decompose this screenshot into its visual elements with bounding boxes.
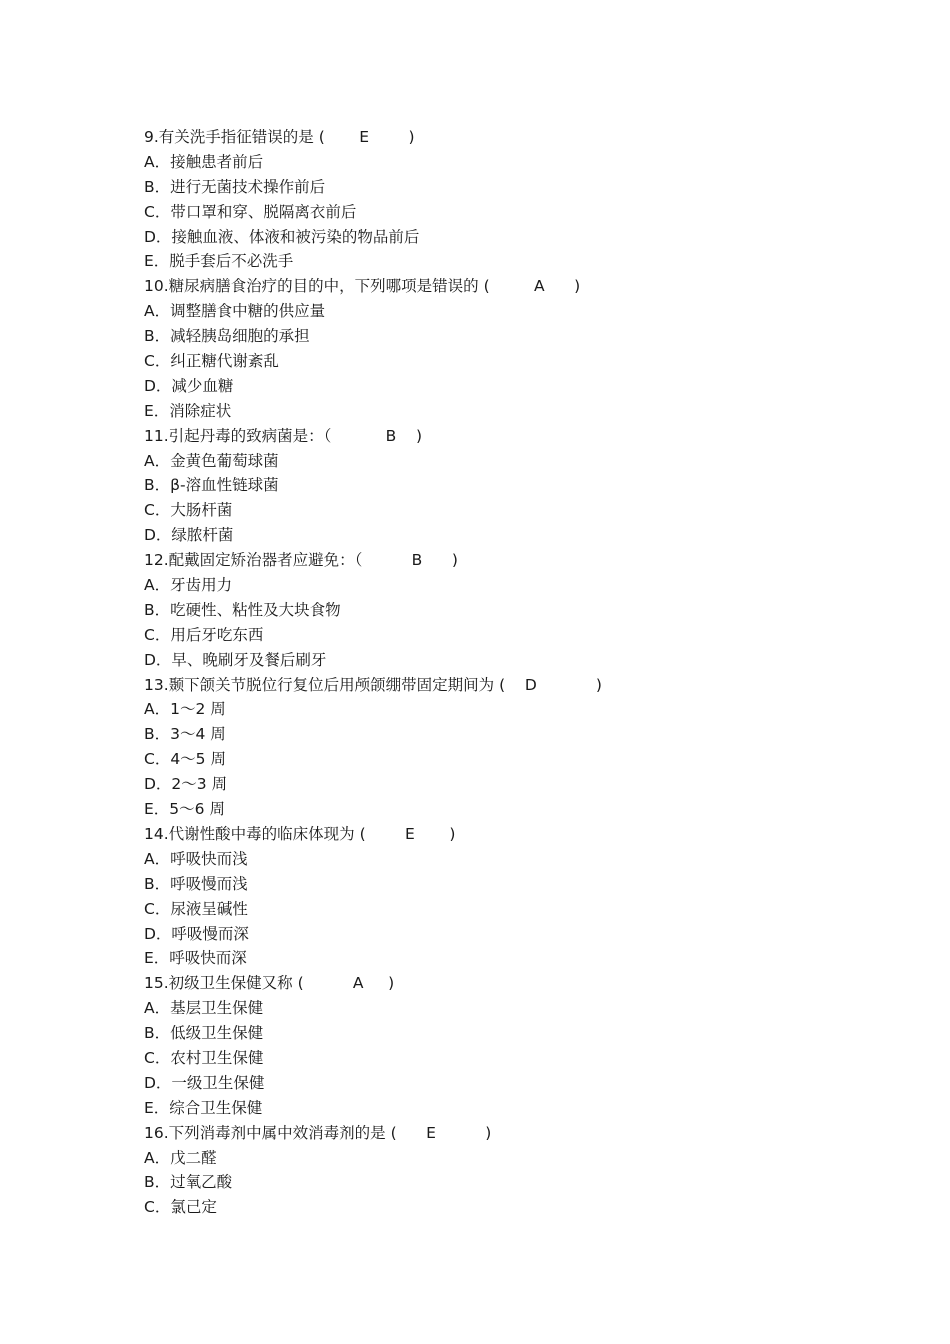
question-15-option-a: A．基层卫生保健 xyxy=(144,999,264,1018)
question-14-option-c: C．尿液呈碱性 xyxy=(144,899,248,918)
question-10-option-d: D．减少血糖 xyxy=(144,376,234,395)
question-13-option-d: D．2～3 周 xyxy=(144,775,228,794)
question-12-option-d: D．早、晚刷牙及餐后刷牙 xyxy=(144,650,327,669)
question-10-option-e: E．消除症状 xyxy=(144,401,232,420)
question-16-stem: 16.下列消毒剂中属中效消毒剂的是 ( E ) xyxy=(144,1123,492,1142)
question-16-option-a: A．戊二醛 xyxy=(144,1148,217,1167)
question-10-stem: 10.糖尿病膳食治疗的目的中，下列哪项是错误的 ( A ) xyxy=(144,277,581,296)
question-15-option-e: E．综合卫生保健 xyxy=(144,1098,263,1117)
question-15-option-b: B．低级卫生保健 xyxy=(144,1024,264,1043)
question-15-option-d: D．一级卫生保健 xyxy=(144,1073,265,1092)
question-16-option-b: B．过氧乙酸 xyxy=(144,1173,233,1192)
question-9-option-d: D．接触血液、体液和被污染的物品前后 xyxy=(144,227,420,246)
question-13-option-e: E．5～6 周 xyxy=(144,800,225,819)
question-13-option-a: A．1～2 周 xyxy=(144,700,226,719)
question-9-option-a: A．接触患者前后 xyxy=(144,152,264,171)
question-14-stem: 14.代谢性酸中毒的临床体现为 ( E ) xyxy=(144,824,456,843)
question-11-option-d: D．绿脓杆菌 xyxy=(144,526,234,545)
question-14-option-e: E．呼吸快而深 xyxy=(144,949,247,968)
question-9-option-e: E．脱手套后不必洗手 xyxy=(144,252,294,271)
question-12-stem: 12.配戴固定矫治器者应避免：（ B ) xyxy=(144,551,458,570)
question-13-stem: 13.颞下颌关节脱位行复位后用颅颌绷带固定期间为 ( D ) xyxy=(144,675,602,694)
question-14-option-d: D．呼吸慢而深 xyxy=(144,924,249,943)
question-15-option-c: C．农村卫生保健 xyxy=(144,1048,264,1067)
question-10-option-b: B．减轻胰岛细胞的承担 xyxy=(144,327,310,346)
question-15-stem: 15.初级卫生保健又称 ( A ) xyxy=(144,974,395,993)
question-14-option-b: B．呼吸慢而浅 xyxy=(144,874,248,893)
question-11-option-c: C．大肠杆菌 xyxy=(144,501,233,520)
question-12-option-c: C．用后牙吃东西 xyxy=(144,625,264,644)
question-12-option-b: B．吃硬性、粘性及大块食物 xyxy=(144,600,341,619)
question-10-option-a: A．调整膳食中糖的供应量 xyxy=(144,302,326,321)
question-9-stem: 9.有关洗手指征错误的是 ( E ) xyxy=(144,128,415,146)
question-16-option-c: C．氯己定 xyxy=(144,1198,217,1217)
question-14-option-a: A．呼吸快而浅 xyxy=(144,849,248,868)
question-13-option-b: B．3～4 周 xyxy=(144,725,226,744)
question-13-option-c: C．4～5 周 xyxy=(144,750,226,769)
question-9-option-b: B．进行无菌技术操作前后 xyxy=(144,177,326,196)
question-11-option-b: B．β-溶血性链球菌 xyxy=(144,476,279,495)
question-11-option-a: A．金黄色葡萄球菌 xyxy=(144,451,279,470)
question-list xyxy=(144,125,864,1220)
question-12-option-a: A．牙齿用力 xyxy=(144,576,233,595)
question-10-option-c: C．纠正糖代谢紊乱 xyxy=(144,352,279,371)
question-9-option-c: C．带口罩和穿、脱隔离衣前后 xyxy=(144,202,357,221)
question-11-stem: 11.引起丹毒的致病菌是：（ B ) xyxy=(144,426,422,445)
